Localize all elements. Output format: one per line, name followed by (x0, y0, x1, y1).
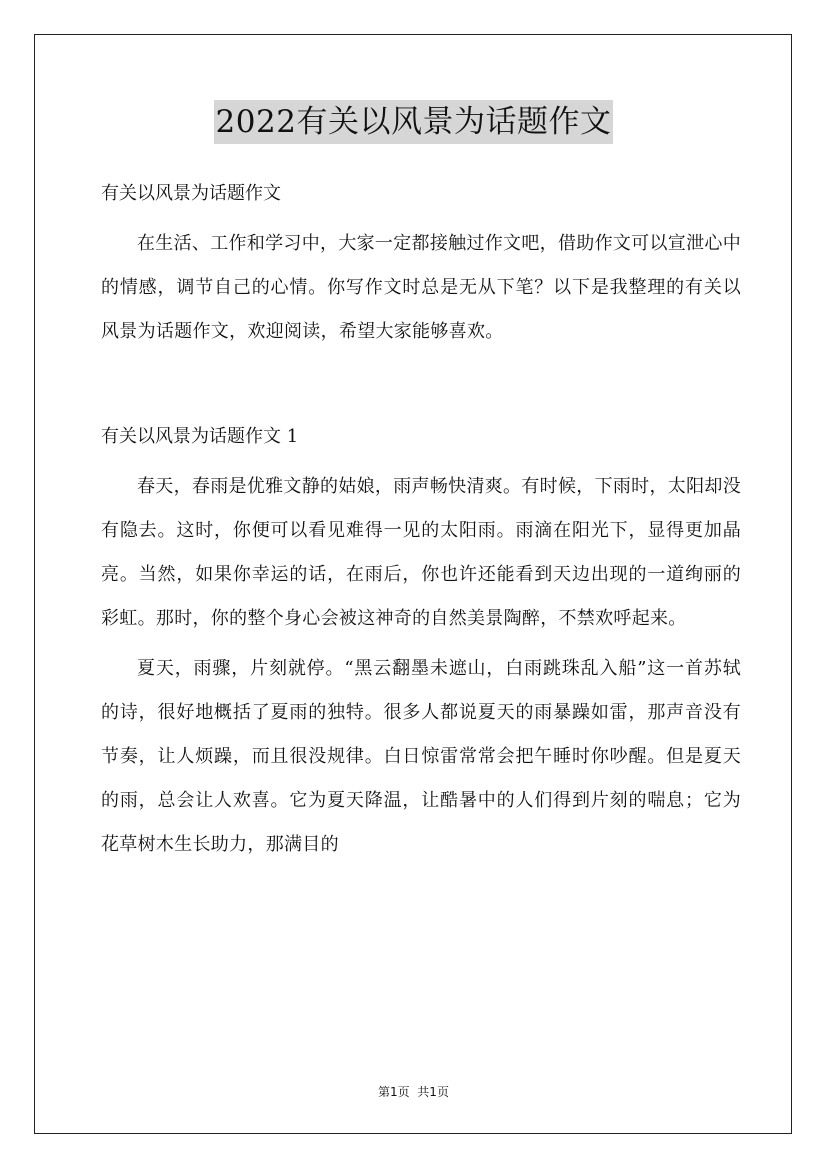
document-title: 2022有关以风景为话题作文 (214, 100, 614, 144)
body-paragraph: 夏天，雨骤，片刻就停。“黑云翻墨未遮山，白雨跳珠乱入船”这一首苏轼的诗，很好地概括了夏雨的独特。很多人都说夏天的雨暴躁如雷，那声音没有节奏，让人烦躁，而且很没规律。白日惊雷常常会把午睡时你吵醒。但是夏天的雨，总会让人欢喜。它为夏天降温，让酷暑中的人们得到片刻的喘息；它为花草树木生长助力，那满目的 (101, 658, 741, 855)
intro-paragraph: 在生活、工作和学习中，大家一定都接触过作文吧，借助作文可以宣泄心中的情感，调节自己的心情。你写作文时总是无从下笔？以下是我整理的有关以风景为话题作文，欢迎阅读，希望大家能够喜欢。 (101, 233, 741, 342)
document-body (101, 172, 741, 867)
subtitle-heading: 有关以风景为话题作文 (101, 183, 281, 204)
title-container (0, 100, 827, 144)
page-footer: 第1页 共1页 (378, 1085, 449, 1099)
section-heading: 有关以风景为话题作文 1 (101, 426, 299, 447)
body-paragraph: 春天，春雨是优雅文静的姑娘，雨声畅快清爽。有时候，下雨时，太阳却没有隐去。这时，你便可以看见难得一见的太阳雨。雨滴在阳光下，显得更加晶亮。当然，如果你幸运的话，在雨后，你也许还能看到天边出现的一道绚丽的彩虹。那时，你的整个身心会被这神奇的自然美景陶醉，不禁欢呼起来。 (101, 476, 741, 629)
